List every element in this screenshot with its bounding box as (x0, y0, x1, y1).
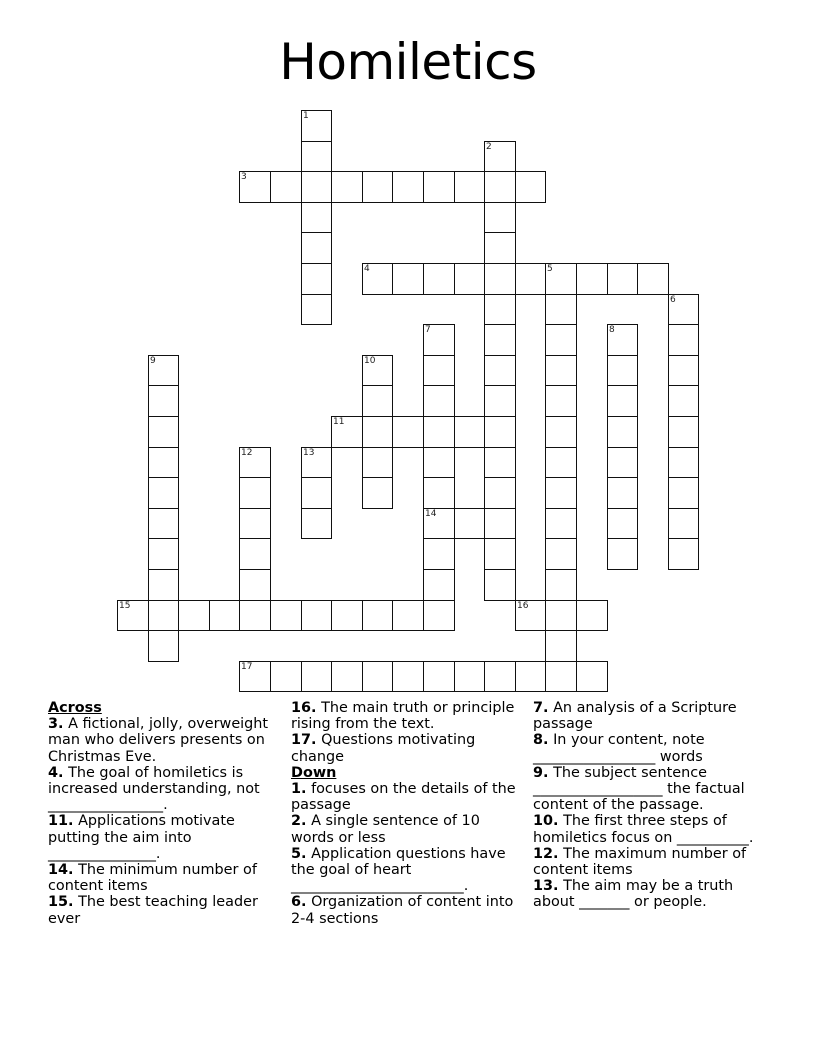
clue-number-label: 16 (517, 601, 529, 611)
grid-cell[interactable] (668, 355, 699, 386)
clue-text: Applications motivate putting the aim into _______________. (48, 813, 235, 862)
clue-number-label: 1 (303, 111, 309, 121)
grid-cell[interactable] (607, 416, 638, 448)
grid-cell[interactable] (668, 324, 699, 356)
grid-cell[interactable] (423, 569, 455, 601)
clue-number-label: 14 (425, 509, 437, 519)
clue-across-4 (48, 765, 284, 814)
grid-cell[interactable] (423, 538, 455, 570)
grid-cell[interactable] (301, 294, 332, 325)
clue-down-9 (533, 765, 773, 814)
clue-number: 7. (533, 700, 549, 716)
grid-cell[interactable] (423, 508, 455, 539)
grid-cell[interactable] (637, 263, 669, 295)
grid-cell[interactable] (545, 661, 577, 692)
grid-cell[interactable] (423, 600, 455, 631)
grid-cell[interactable] (484, 569, 516, 601)
grid-cell[interactable] (301, 661, 332, 692)
grid-cell[interactable] (484, 355, 516, 386)
grid-cell[interactable] (545, 477, 577, 509)
clue-number-label: 3 (241, 172, 247, 182)
grid-cell[interactable] (484, 141, 516, 172)
grid-cell[interactable] (392, 600, 424, 631)
grid-cell[interactable] (362, 600, 393, 631)
clue-down-7 (533, 700, 773, 732)
grid-cell[interactable] (362, 355, 393, 386)
grid-cell[interactable] (545, 630, 577, 662)
grid-cell[interactable] (148, 477, 179, 509)
clue-number: 12. (533, 845, 559, 862)
grid-cell[interactable] (607, 263, 638, 295)
grid-cell[interactable] (668, 294, 699, 325)
clue-number-label: 5 (547, 264, 553, 274)
grid-cell[interactable] (423, 416, 455, 448)
clue-number: 16. (291, 700, 317, 716)
grid-cell[interactable] (484, 661, 516, 692)
clue-number: 8. (533, 732, 549, 749)
clue-across-14 (48, 862, 284, 894)
grid-cell[interactable] (178, 600, 210, 631)
grid-cell[interactable] (454, 661, 485, 692)
grid-cell[interactable] (607, 385, 638, 417)
grid-cell[interactable] (545, 569, 577, 601)
grid-cell[interactable] (515, 600, 546, 631)
clue-text: Organization of content into 2-4 sections (291, 894, 514, 927)
grid-cell[interactable] (301, 202, 332, 233)
grid-cell[interactable] (607, 355, 638, 386)
grid-cell[interactable] (270, 171, 302, 203)
grid-cell[interactable] (239, 661, 271, 692)
grid-cell[interactable] (607, 324, 638, 356)
grid-cell[interactable] (484, 538, 516, 570)
grid-cell[interactable] (362, 447, 393, 478)
grid-cell[interactable] (668, 538, 699, 570)
grid-cell[interactable] (301, 600, 332, 631)
grid-cell[interactable] (545, 324, 577, 356)
grid-cell[interactable] (454, 508, 485, 539)
grid-cell[interactable] (607, 477, 638, 509)
grid-cell[interactable] (148, 447, 179, 478)
clue-text: An analysis of a Scripture passage (533, 700, 737, 733)
grid-cell[interactable] (148, 355, 179, 386)
clue-text: A fictional, jolly, overweight man who delivers presents on Christmas Eve. (48, 716, 269, 765)
grid-cell[interactable] (148, 600, 179, 631)
grid-cell[interactable] (270, 661, 302, 692)
clue-number-label: 9 (150, 356, 156, 366)
grid-cell[interactable] (301, 141, 332, 172)
grid-cell[interactable] (454, 416, 485, 448)
grid-cell[interactable] (545, 263, 577, 295)
grid-cell[interactable] (392, 661, 424, 692)
grid-cell[interactable] (484, 294, 516, 325)
grid-cell[interactable] (239, 600, 271, 631)
grid-cell[interactable] (239, 569, 271, 601)
grid-cell[interactable] (392, 171, 424, 203)
grid-cell[interactable] (576, 600, 608, 631)
grid-cell[interactable] (484, 447, 516, 478)
grid-cell[interactable] (484, 171, 516, 203)
grid-cell[interactable] (484, 508, 516, 539)
clue-text: The main truth or principle rising from the text. (291, 700, 515, 733)
grid-cell[interactable] (301, 447, 332, 478)
grid-cell[interactable] (301, 508, 332, 539)
grid-cell[interactable] (423, 385, 455, 417)
grid-cell[interactable] (484, 263, 516, 295)
grid-cell[interactable] (545, 447, 577, 478)
grid-cell[interactable] (545, 355, 577, 386)
clue-text: The first three steps of homiletics focus on __________. (533, 813, 754, 846)
clue-number: 2. (291, 813, 307, 830)
clue-number: 11. (48, 813, 74, 830)
grid-cell[interactable] (668, 508, 699, 539)
clue-down-10 (533, 813, 773, 845)
grid-cell[interactable] (209, 600, 240, 631)
clue-number: 4. (48, 764, 64, 781)
clue-across-3 (48, 716, 284, 765)
grid-cell[interactable] (148, 416, 179, 448)
grid-cell[interactable] (362, 661, 393, 692)
grid-cell[interactable] (331, 416, 363, 448)
grid-cell[interactable] (545, 294, 577, 325)
grid-cell[interactable] (301, 110, 332, 142)
grid-cell[interactable] (423, 324, 455, 356)
grid-cell[interactable] (515, 171, 546, 203)
clue-number: 17. (291, 732, 317, 749)
grid-cell[interactable] (607, 508, 638, 539)
grid-cell[interactable] (301, 171, 332, 203)
grid-cell[interactable] (423, 661, 455, 692)
clue-number-label: 12 (241, 448, 253, 458)
grid-cell[interactable] (423, 447, 455, 478)
grid-cell[interactable] (239, 477, 271, 509)
clues-column-1 (48, 700, 284, 927)
grid-cell[interactable] (484, 416, 516, 448)
clues-column-3 (533, 700, 773, 911)
clue-text: focuses on the details of the passage (291, 781, 516, 814)
clue-down-12 (533, 846, 773, 878)
clue-down-13 (533, 878, 773, 910)
clue-down-1 (291, 781, 527, 813)
clue-number-label: 4 (364, 264, 370, 274)
grid-cell[interactable] (545, 508, 577, 539)
grid-cell[interactable] (270, 600, 302, 631)
grid-cell[interactable] (423, 263, 455, 295)
clue-text: The goal of homiletics is increased understanding, not ________________. (48, 764, 260, 814)
clue-down-8 (533, 732, 773, 764)
clue-number-label: 11 (333, 417, 345, 427)
grid-cell[interactable] (148, 508, 179, 539)
grid-cell[interactable] (331, 600, 363, 631)
clue-down-6 (291, 894, 527, 926)
clue-number: 14. (48, 862, 74, 879)
grid-cell[interactable] (454, 263, 485, 295)
grid-cell[interactable] (607, 538, 638, 570)
grid-cell[interactable] (301, 477, 332, 509)
across-heading: Across (48, 700, 102, 716)
grid-cell[interactable] (331, 171, 363, 203)
clue-text: The maximum number of content items (533, 845, 747, 879)
grid-cell[interactable] (239, 538, 271, 570)
clue-text: The aim may be a truth about _______ or people. (533, 878, 734, 911)
grid-cell[interactable] (362, 385, 393, 417)
grid-cell[interactable] (484, 232, 516, 264)
clue-text: A single sentence of 10 words or less (291, 813, 480, 846)
grid-cell[interactable] (392, 416, 424, 448)
clue-down-5 (291, 846, 527, 895)
grid-cell[interactable] (668, 477, 699, 509)
grid-cell[interactable] (392, 263, 424, 295)
grid-cell[interactable] (484, 385, 516, 417)
grid-cell[interactable] (239, 508, 271, 539)
grid-cell[interactable] (484, 324, 516, 356)
grid-cell[interactable] (576, 661, 608, 692)
grid-cell[interactable] (668, 416, 699, 448)
clue-text: Questions motivating change (291, 732, 476, 765)
grid-cell[interactable] (301, 263, 332, 295)
clue-number-label: 2 (486, 142, 492, 152)
grid-cell[interactable] (607, 447, 638, 478)
clue-text: The minimum number of content items (48, 862, 257, 895)
clue-number-label: 6 (670, 295, 676, 305)
grid-cell[interactable] (331, 661, 363, 692)
grid-cell[interactable] (545, 600, 577, 631)
clue-number: 13. (533, 878, 559, 895)
puzzle-title: Homiletics (279, 33, 537, 91)
grid-cell[interactable] (668, 385, 699, 417)
clue-number-label: 8 (609, 325, 615, 335)
grid-cell[interactable] (148, 385, 179, 417)
grid-cell[interactable] (423, 355, 455, 386)
clue-across-16 (291, 700, 527, 732)
grid-cell[interactable] (117, 600, 149, 631)
clue-number: 10. (533, 813, 559, 830)
grid-cell[interactable] (362, 416, 393, 448)
grid-cell[interactable] (423, 171, 455, 203)
clue-number: 1. (291, 781, 307, 798)
clue-number: 15. (48, 894, 74, 911)
clue-number-label: 10 (364, 356, 376, 366)
grid-cell[interactable] (668, 447, 699, 478)
clue-number: 3. (48, 716, 64, 733)
grid-cell[interactable] (545, 538, 577, 570)
grid-cell[interactable] (239, 171, 271, 203)
clue-text: Application questions have the goal of heart ________________________. (291, 845, 506, 895)
grid-cell[interactable] (148, 569, 179, 601)
clue-across-15 (48, 894, 284, 926)
clue-number-label: 15 (119, 601, 131, 611)
grid-cell[interactable] (454, 171, 485, 203)
grid-cell[interactable] (484, 477, 516, 509)
clue-text: The subject sentence __________________ the factual content of the passage. (533, 764, 745, 814)
grid-cell[interactable] (576, 263, 608, 295)
clue-number-label: 13 (303, 448, 315, 458)
down-heading: Down (291, 764, 337, 781)
clue-number: 9. (533, 764, 549, 781)
clue-number-label: 7 (425, 325, 431, 335)
grid-cell[interactable] (239, 447, 271, 478)
grid-cell[interactable] (423, 477, 455, 509)
clue-across-17 (291, 732, 527, 764)
grid-cell[interactable] (484, 202, 516, 233)
clue-down-2 (291, 813, 527, 845)
grid-cell[interactable] (545, 416, 577, 448)
clue-across-11 (48, 813, 284, 862)
grid-cell[interactable] (362, 477, 393, 509)
grid-cell[interactable] (362, 171, 393, 203)
clue-number: 5. (291, 845, 307, 862)
clues-column-2 (291, 700, 527, 927)
grid-cell[interactable] (148, 538, 179, 570)
clue-text: The best teaching leader ever (48, 894, 258, 927)
clue-number: 6. (291, 894, 307, 911)
grid-cell[interactable] (545, 385, 577, 417)
grid-cell[interactable] (515, 263, 546, 295)
grid-cell[interactable] (148, 630, 179, 662)
grid-cell[interactable] (515, 661, 546, 692)
grid-cell[interactable] (301, 232, 332, 264)
grid-cell[interactable] (362, 263, 393, 295)
clue-text: In your content, note _________________ words (533, 732, 705, 765)
clue-number-label: 17 (241, 662, 253, 672)
